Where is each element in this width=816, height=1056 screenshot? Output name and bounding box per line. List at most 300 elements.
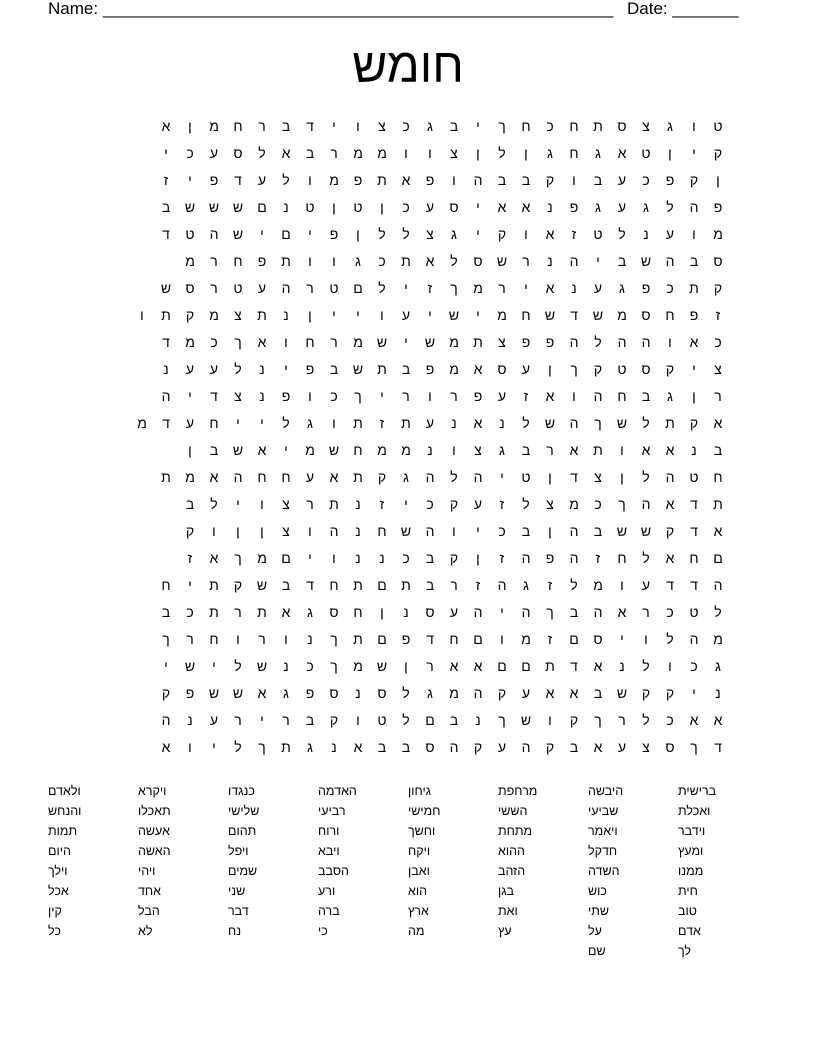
grid-letter[interactable]: ג (427, 685, 433, 701)
grid-letter[interactable]: ו (692, 226, 696, 242)
grid-letter[interactable]: ו (500, 631, 504, 647)
grid-letter[interactable]: מ (353, 145, 363, 161)
grid-letter[interactable]: ו (236, 631, 240, 647)
grid-letter[interactable]: ו (572, 388, 576, 404)
grid-letter[interactable]: ע (593, 280, 603, 296)
grid-letter[interactable]: פ (281, 388, 291, 404)
grid-letter[interactable]: ק (449, 550, 459, 566)
grid-letter[interactable]: ט (377, 712, 387, 728)
grid-letter[interactable]: ב (401, 361, 411, 377)
grid-letter[interactable]: ג (595, 145, 601, 161)
grid-letter[interactable]: א (665, 496, 675, 512)
grid-letter[interactable]: י (380, 388, 384, 404)
grid-letter[interactable]: מ (329, 172, 339, 188)
grid-letter[interactable]: ן (548, 361, 552, 377)
grid-letter[interactable]: ל (234, 361, 242, 377)
grid-letter[interactable]: ל (570, 577, 578, 593)
grid-letter[interactable]: ז (499, 496, 505, 512)
grid-letter[interactable]: ה (593, 604, 603, 620)
grid-letter[interactable]: ה (617, 334, 627, 350)
grid-letter[interactable]: ך (618, 496, 626, 512)
grid-letter[interactable]: ק (641, 685, 651, 701)
grid-letter[interactable]: ב (281, 577, 291, 593)
grid-letter[interactable]: ע (305, 469, 315, 485)
grid-letter[interactable]: מ (257, 550, 267, 566)
grid-letter[interactable]: ש (592, 307, 604, 323)
grid-letter[interactable]: פ (689, 307, 699, 323)
grid-letter[interactable]: נ (379, 550, 385, 566)
grid-letter[interactable]: י (476, 199, 480, 215)
grid-letter[interactable]: מ (713, 631, 723, 647)
grid-letter[interactable]: ר (330, 145, 338, 161)
grid-letter[interactable]: ק (497, 685, 507, 701)
grid-letter[interactable]: ה (473, 469, 483, 485)
grid-letter[interactable]: ש (376, 334, 388, 350)
grid-letter[interactable]: א (281, 145, 291, 161)
grid-letter[interactable]: ם (713, 550, 723, 566)
grid-letter[interactable]: ת (281, 253, 291, 269)
grid-letter[interactable]: ן (404, 658, 408, 674)
grid-letter[interactable]: צ (498, 334, 506, 350)
grid-letter[interactable]: ז (547, 631, 553, 647)
grid-letter[interactable]: ק (713, 145, 723, 161)
grid-letter[interactable]: ח (209, 415, 219, 431)
grid-letter[interactable]: ט (713, 118, 723, 134)
grid-letter[interactable]: כ (186, 145, 194, 161)
grid-letter[interactable]: ד (570, 307, 578, 323)
grid-letter[interactable]: ו (188, 739, 192, 755)
grid-letter[interactable]: ה (713, 577, 723, 593)
grid-letter[interactable]: פ (401, 631, 411, 647)
grid-letter[interactable]: א (425, 253, 435, 269)
grid-letter[interactable]: ך (234, 550, 242, 566)
grid-letter[interactable]: כ (498, 523, 506, 539)
grid-letter[interactable]: ח (665, 307, 675, 323)
grid-letter[interactable]: פ (425, 172, 435, 188)
grid-letter[interactable]: ב (425, 550, 435, 566)
grid-letter[interactable]: ג (427, 118, 433, 134)
grid-letter[interactable]: ו (572, 172, 576, 188)
grid-letter[interactable]: ע (209, 361, 219, 377)
grid-letter[interactable]: ש (496, 253, 508, 269)
grid-letter[interactable]: ה (497, 577, 507, 593)
grid-letter[interactable]: י (188, 388, 192, 404)
grid-letter[interactable]: נ (475, 712, 481, 728)
grid-letter[interactable]: ב (713, 442, 723, 458)
grid-letter[interactable]: ן (716, 172, 720, 188)
grid-letter[interactable]: ר (714, 388, 722, 404)
grid-letter[interactable]: נ (331, 739, 337, 755)
grid-letter[interactable]: ה (689, 631, 699, 647)
grid-letter[interactable]: ל (450, 469, 458, 485)
grid-letter[interactable]: מ (353, 658, 363, 674)
grid-letter[interactable]: ת (353, 469, 363, 485)
grid-letter[interactable]: ו (668, 334, 672, 350)
grid-letter[interactable]: י (308, 226, 312, 242)
grid-letter[interactable]: ן (524, 145, 528, 161)
grid-letter[interactable]: ס (497, 361, 507, 377)
grid-letter[interactable]: ל (378, 226, 386, 242)
grid-letter[interactable]: א (665, 442, 675, 458)
grid-letter[interactable]: ו (212, 523, 216, 539)
grid-letter[interactable]: ז (499, 550, 505, 566)
grid-letter[interactable]: ר (282, 712, 290, 728)
grid-letter[interactable]: ן (692, 388, 696, 404)
grid-letter[interactable]: ב (569, 739, 579, 755)
grid-letter[interactable]: ת (689, 280, 699, 296)
grid-letter[interactable]: מ (617, 307, 627, 323)
grid-letter[interactable]: י (524, 280, 528, 296)
grid-letter[interactable]: ו (428, 388, 432, 404)
grid-letter[interactable]: מ (593, 577, 603, 593)
grid-letter[interactable]: ת (713, 496, 723, 512)
grid-letter[interactable]: מ (137, 415, 147, 431)
grid-letter[interactable]: ל (714, 604, 722, 620)
grid-letter[interactable]: ק (689, 415, 699, 431)
grid-letter[interactable]: ק (713, 280, 723, 296)
grid-letter[interactable]: י (308, 550, 312, 566)
grid-letter[interactable]: ר (618, 712, 626, 728)
grid-letter[interactable]: ג (715, 658, 721, 674)
grid-letter[interactable]: ש (184, 658, 196, 674)
grid-letter[interactable]: פ (473, 388, 483, 404)
grid-letter[interactable]: נ (403, 604, 409, 620)
grid-letter[interactable]: ו (692, 118, 696, 134)
grid-letter[interactable]: ע (617, 199, 627, 215)
grid-letter[interactable]: ת (473, 334, 483, 350)
grid-letter[interactable]: ך (498, 712, 506, 728)
grid-letter[interactable]: ר (234, 604, 242, 620)
grid-letter[interactable]: כ (426, 496, 434, 512)
grid-letter[interactable]: ה (665, 469, 675, 485)
grid-letter[interactable]: ד (162, 415, 170, 431)
grid-letter[interactable]: ו (548, 712, 552, 728)
grid-letter[interactable]: כ (306, 658, 314, 674)
grid-letter[interactable]: ן (476, 550, 480, 566)
grid-letter[interactable]: ס (449, 199, 459, 215)
grid-letter[interactable]: א (449, 658, 459, 674)
grid-letter[interactable]: צ (546, 496, 554, 512)
grid-letter[interactable]: מ (497, 307, 507, 323)
grid-letter[interactable]: ך (570, 361, 578, 377)
grid-letter[interactable]: ה (473, 604, 483, 620)
grid-letter[interactable]: פ (353, 172, 363, 188)
grid-letter[interactable]: י (428, 307, 432, 323)
grid-letter[interactable]: ס (617, 118, 627, 134)
grid-letter[interactable]: י (356, 307, 360, 323)
grid-letter[interactable]: ל (258, 145, 266, 161)
grid-letter[interactable]: ק (665, 523, 675, 539)
grid-letter[interactable]: ט (689, 604, 699, 620)
grid-letter[interactable]: ק (689, 172, 699, 188)
grid-letter[interactable]: ת (593, 442, 603, 458)
grid-letter[interactable]: א (569, 442, 579, 458)
grid-letter[interactable]: ו (404, 145, 408, 161)
grid-letter[interactable]: ג (283, 685, 289, 701)
grid-letter[interactable]: ר (450, 388, 458, 404)
grid-letter[interactable]: ת (665, 415, 675, 431)
grid-letter[interactable]: ב (305, 145, 315, 161)
grid-letter[interactable]: ג (451, 226, 457, 242)
grid-letter[interactable]: ח (521, 307, 531, 323)
grid-letter[interactable]: ו (308, 388, 312, 404)
grid-letter[interactable]: ת (161, 307, 171, 323)
grid-letter[interactable]: ב (305, 712, 315, 728)
grid-letter[interactable]: ז (595, 550, 601, 566)
grid-letter[interactable]: ל (642, 712, 650, 728)
grid-letter[interactable]: י (332, 307, 336, 323)
grid-letter[interactable]: ז (379, 415, 385, 431)
grid-letter[interactable]: ה (209, 226, 219, 242)
grid-letter[interactable]: פ (185, 685, 195, 701)
grid-letter[interactable]: ה (449, 739, 459, 755)
grid-letter[interactable]: ו (284, 631, 288, 647)
name-blank-line[interactable]: ______________________________________________________ (102, 0, 614, 18)
grid-letter[interactable]: צ (234, 388, 242, 404)
grid-letter[interactable]: כ (210, 334, 218, 350)
grid-letter[interactable]: א (713, 415, 723, 431)
grid-letter[interactable]: ר (498, 280, 506, 296)
grid-letter[interactable]: כ (594, 496, 602, 512)
grid-letter[interactable]: ו (620, 442, 624, 458)
grid-letter[interactable]: ר (210, 253, 218, 269)
grid-letter[interactable]: א (257, 334, 267, 350)
grid-letter[interactable]: פ (641, 280, 651, 296)
grid-letter[interactable]: ק (545, 172, 555, 188)
grid-letter[interactable]: ל (402, 685, 410, 701)
grid-letter[interactable]: ה (161, 712, 171, 728)
grid-letter[interactable]: ל (378, 280, 386, 296)
grid-letter[interactable]: ו (308, 253, 312, 269)
grid-letter[interactable]: י (188, 172, 192, 188)
grid-letter[interactable]: ל (234, 739, 242, 755)
grid-letter[interactable]: ב (593, 685, 603, 701)
grid-letter[interactable]: ב (569, 604, 579, 620)
grid-letter[interactable]: א (473, 361, 483, 377)
grid-letter[interactable]: ן (260, 523, 264, 539)
grid-letter[interactable]: א (665, 550, 675, 566)
grid-letter[interactable]: נ (283, 199, 289, 215)
grid-letter[interactable]: ת (257, 307, 267, 323)
grid-letter[interactable]: א (713, 712, 723, 728)
grid-letter[interactable]: ע (185, 415, 195, 431)
grid-letter[interactable]: ת (401, 253, 411, 269)
grid-letter[interactable]: ט (641, 145, 651, 161)
grid-letter[interactable]: א (545, 280, 555, 296)
grid-letter[interactable]: ג (667, 118, 673, 134)
grid-letter[interactable]: ת (209, 604, 219, 620)
grid-letter[interactable]: ר (522, 253, 530, 269)
grid-letter[interactable]: ד (666, 577, 674, 593)
grid-letter[interactable]: ח (329, 577, 339, 593)
grid-letter[interactable]: ד (690, 577, 698, 593)
grid-letter[interactable]: צ (282, 523, 290, 539)
grid-letter[interactable]: ד (306, 118, 314, 134)
grid-letter[interactable]: ע (449, 604, 459, 620)
grid-letter[interactable]: ש (640, 253, 652, 269)
grid-letter[interactable]: י (692, 685, 696, 701)
grid-letter[interactable]: ם (257, 199, 267, 215)
grid-letter[interactable]: ח (569, 118, 579, 134)
grid-letter[interactable]: ך (594, 712, 602, 728)
grid-letter[interactable]: ן (620, 469, 624, 485)
grid-letter[interactable]: ך (354, 388, 362, 404)
grid-letter[interactable]: נ (715, 685, 721, 701)
grid-letter[interactable]: פ (257, 253, 267, 269)
grid-letter[interactable]: ת (401, 415, 411, 431)
grid-letter[interactable]: ך (258, 739, 266, 755)
grid-letter[interactable]: ט (233, 280, 243, 296)
grid-letter[interactable]: מ (209, 118, 219, 134)
grid-letter[interactable]: ל (522, 496, 530, 512)
grid-letter[interactable]: ב (497, 172, 507, 188)
grid-letter[interactable]: ש (448, 307, 460, 323)
grid-letter[interactable]: ש (544, 307, 556, 323)
grid-letter[interactable]: ז (427, 280, 433, 296)
grid-letter[interactable]: ק (665, 685, 675, 701)
grid-letter[interactable]: כ (666, 604, 674, 620)
grid-letter[interactable]: ק (377, 469, 387, 485)
grid-letter[interactable]: ס (593, 631, 603, 647)
grid-letter[interactable]: א (593, 658, 603, 674)
grid-letter[interactable]: ח (713, 469, 723, 485)
grid-letter[interactable]: ה (665, 253, 675, 269)
grid-letter[interactable]: ה (569, 415, 579, 431)
grid-letter[interactable]: ב (617, 253, 627, 269)
grid-letter[interactable]: י (236, 415, 240, 431)
grid-letter[interactable]: ו (356, 712, 360, 728)
grid-letter[interactable]: ו (308, 172, 312, 188)
grid-letter[interactable]: מ (569, 496, 579, 512)
grid-letter[interactable]: ב (521, 523, 531, 539)
grid-letter[interactable]: ם (473, 631, 483, 647)
grid-letter[interactable]: ת (353, 577, 363, 593)
grid-letter[interactable]: ד (690, 523, 698, 539)
grid-letter[interactable]: נ (187, 712, 193, 728)
grid-letter[interactable]: ח (377, 523, 387, 539)
grid-letter[interactable]: ח (257, 469, 267, 485)
grid-letter[interactable]: מ (305, 442, 315, 458)
grid-letter[interactable]: י (260, 226, 264, 242)
grid-letter[interactable]: ד (234, 172, 242, 188)
grid-letter[interactable]: ה (161, 388, 171, 404)
grid-letter[interactable]: ז (523, 388, 529, 404)
grid-letter[interactable]: ר (258, 631, 266, 647)
grid-letter[interactable]: מ (377, 145, 387, 161)
grid-letter[interactable]: א (281, 604, 291, 620)
grid-letter[interactable]: ת (353, 631, 363, 647)
grid-letter[interactable]: ג (595, 199, 601, 215)
grid-letter[interactable]: ר (306, 280, 314, 296)
grid-letter[interactable]: י (212, 658, 216, 674)
grid-letter[interactable]: ש (232, 226, 244, 242)
grid-letter[interactable]: נ (691, 442, 697, 458)
grid-letter[interactable]: ה (521, 604, 531, 620)
grid-letter[interactable]: ם (569, 631, 579, 647)
grid-letter[interactable]: מ (185, 469, 195, 485)
grid-letter[interactable]: ל (618, 226, 626, 242)
grid-letter[interactable]: ת (257, 604, 267, 620)
grid-letter[interactable]: ח (449, 631, 459, 647)
grid-letter[interactable]: ב (209, 442, 219, 458)
grid-letter[interactable]: ד (306, 577, 314, 593)
grid-letter[interactable]: ט (617, 361, 627, 377)
grid-letter[interactable]: ו (668, 658, 672, 674)
grid-letter[interactable]: ק (329, 712, 339, 728)
grid-letter[interactable]: ו (524, 226, 528, 242)
grid-letter[interactable]: ס (425, 604, 435, 620)
date-blank-line[interactable]: _______ (672, 0, 739, 18)
grid-letter[interactable]: י (476, 118, 480, 134)
grid-letter[interactable]: נ (427, 442, 433, 458)
grid-letter[interactable]: י (164, 145, 168, 161)
grid-letter[interactable]: ע (521, 685, 531, 701)
grid-letter[interactable]: ע (617, 172, 627, 188)
grid-letter[interactable]: פ (305, 685, 315, 701)
grid-letter[interactable]: ו (620, 577, 624, 593)
grid-letter[interactable]: ב (689, 253, 699, 269)
grid-letter[interactable]: ו (356, 118, 360, 134)
grid-letter[interactable]: ח (305, 334, 315, 350)
grid-letter[interactable]: י (404, 280, 408, 296)
grid-letter[interactable]: ק (185, 307, 195, 323)
grid-letter[interactable]: ר (450, 577, 458, 593)
grid-letter[interactable]: ש (208, 685, 220, 701)
grid-letter[interactable]: ל (666, 199, 674, 215)
grid-letter[interactable]: פ (545, 334, 555, 350)
grid-letter[interactable]: ק (497, 226, 507, 242)
grid-letter[interactable]: ת (401, 577, 411, 593)
grid-letter[interactable]: י (500, 469, 504, 485)
grid-letter[interactable]: ל (282, 415, 290, 431)
grid-letter[interactable]: ד (162, 334, 170, 350)
grid-letter[interactable]: צ (282, 496, 290, 512)
grid-letter[interactable]: ר (546, 442, 554, 458)
grid-letter[interactable]: כ (330, 388, 338, 404)
grid-letter[interactable]: ז (715, 307, 721, 323)
grid-letter[interactable]: ר (210, 280, 218, 296)
grid-letter[interactable]: נ (259, 361, 265, 377)
grid-letter[interactable]: נ (355, 685, 361, 701)
grid-letter[interactable]: א (545, 685, 555, 701)
grid-letter[interactable]: ע (425, 415, 435, 431)
grid-letter[interactable]: ב (281, 118, 291, 134)
grid-letter[interactable]: א (713, 523, 723, 539)
grid-letter[interactable]: צ (474, 442, 482, 458)
grid-letter[interactable]: ך (234, 334, 242, 350)
grid-letter[interactable]: א (473, 658, 483, 674)
grid-letter[interactable]: כ (666, 712, 674, 728)
grid-letter[interactable]: י (692, 145, 696, 161)
grid-letter[interactable]: פ (569, 199, 579, 215)
grid-letter[interactable]: י (476, 307, 480, 323)
grid-letter[interactable]: כ (690, 658, 698, 674)
grid-letter[interactable]: י (476, 226, 480, 242)
grid-letter[interactable]: ט (593, 226, 603, 242)
grid-letter[interactable]: ג (307, 739, 313, 755)
grid-letter[interactable]: ל (234, 658, 242, 674)
grid-letter[interactable]: ת (281, 739, 291, 755)
grid-letter[interactable]: ש (160, 280, 172, 296)
grid-letter[interactable]: ו (308, 523, 312, 539)
grid-letter[interactable]: נ (283, 658, 289, 674)
grid-letter[interactable]: ן (188, 442, 192, 458)
grid-letter[interactable]: ם (353, 280, 363, 296)
grid-letter[interactable]: ט (353, 199, 363, 215)
grid-letter[interactable]: ה (593, 388, 603, 404)
grid-letter[interactable]: ך (546, 604, 554, 620)
grid-letter[interactable]: ר (426, 658, 434, 674)
